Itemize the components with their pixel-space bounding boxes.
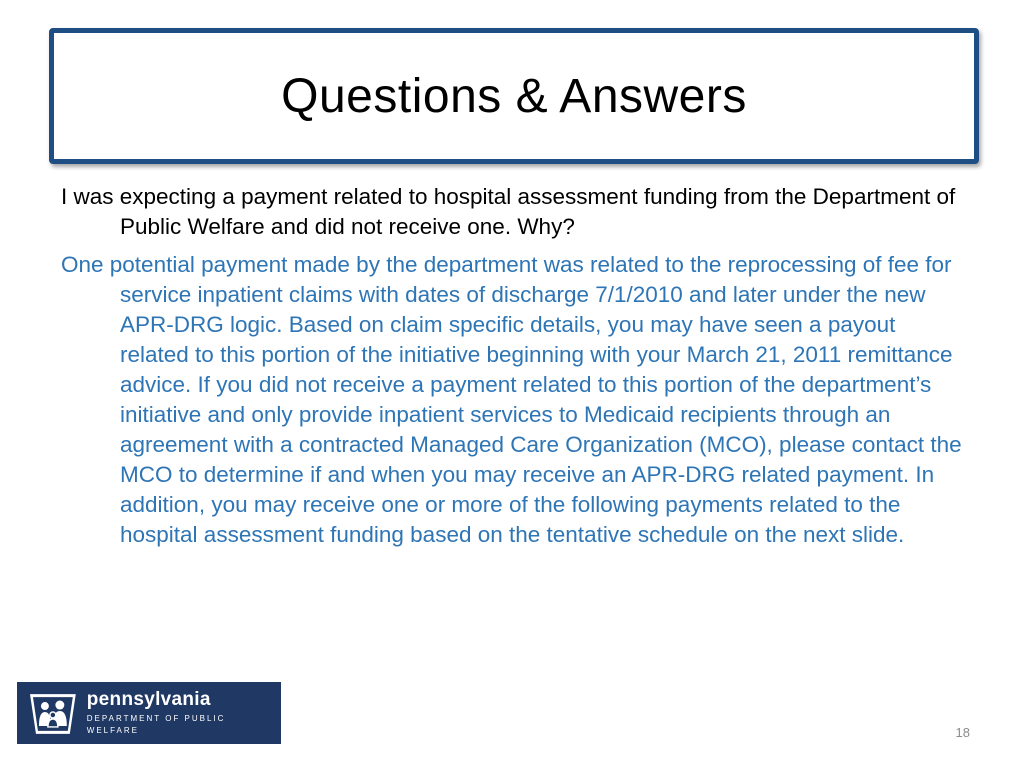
keystone-family-icon	[27, 688, 79, 738]
logo-state-name: pennsylvania	[86, 689, 211, 710]
logo-text	[87, 689, 281, 737]
slide-title: Questions & Answers	[281, 69, 747, 123]
slide-body	[61, 182, 966, 558]
logo-department: DEPARTMENT OF PUBLIC WELFARE	[86, 714, 226, 735]
dpw-logo	[17, 682, 281, 744]
page-number: 18	[955, 725, 970, 740]
answer-text: One potential payment made by the department was related to the reprocessing of fee for service inpatient claims with dates of discharge 7/1/2010 and later under the new APR-DRG logic. Based on claim specific details, you may have seen a payout related to this portion of the initiative beginning with your March 21, 2011 remittance advice. If you did not receive a payment related to this portion of the department’s initiative and only provide inpatient services to Medicaid recipients through an agreement with a contracted Managed Care Organization (MCO), please contact the MCO to determine if and when you may receive an APR-DRG related payment. In addition, you may receive one or more of the following payments related to the hospital assessment funding based on the tentative schedule on the next slide.	[61, 252, 962, 547]
title-box	[49, 28, 979, 164]
question-text: I was expecting a payment related to hospital assessment funding from the Department of Public Welfare and did not receive one. Why?	[61, 184, 956, 239]
